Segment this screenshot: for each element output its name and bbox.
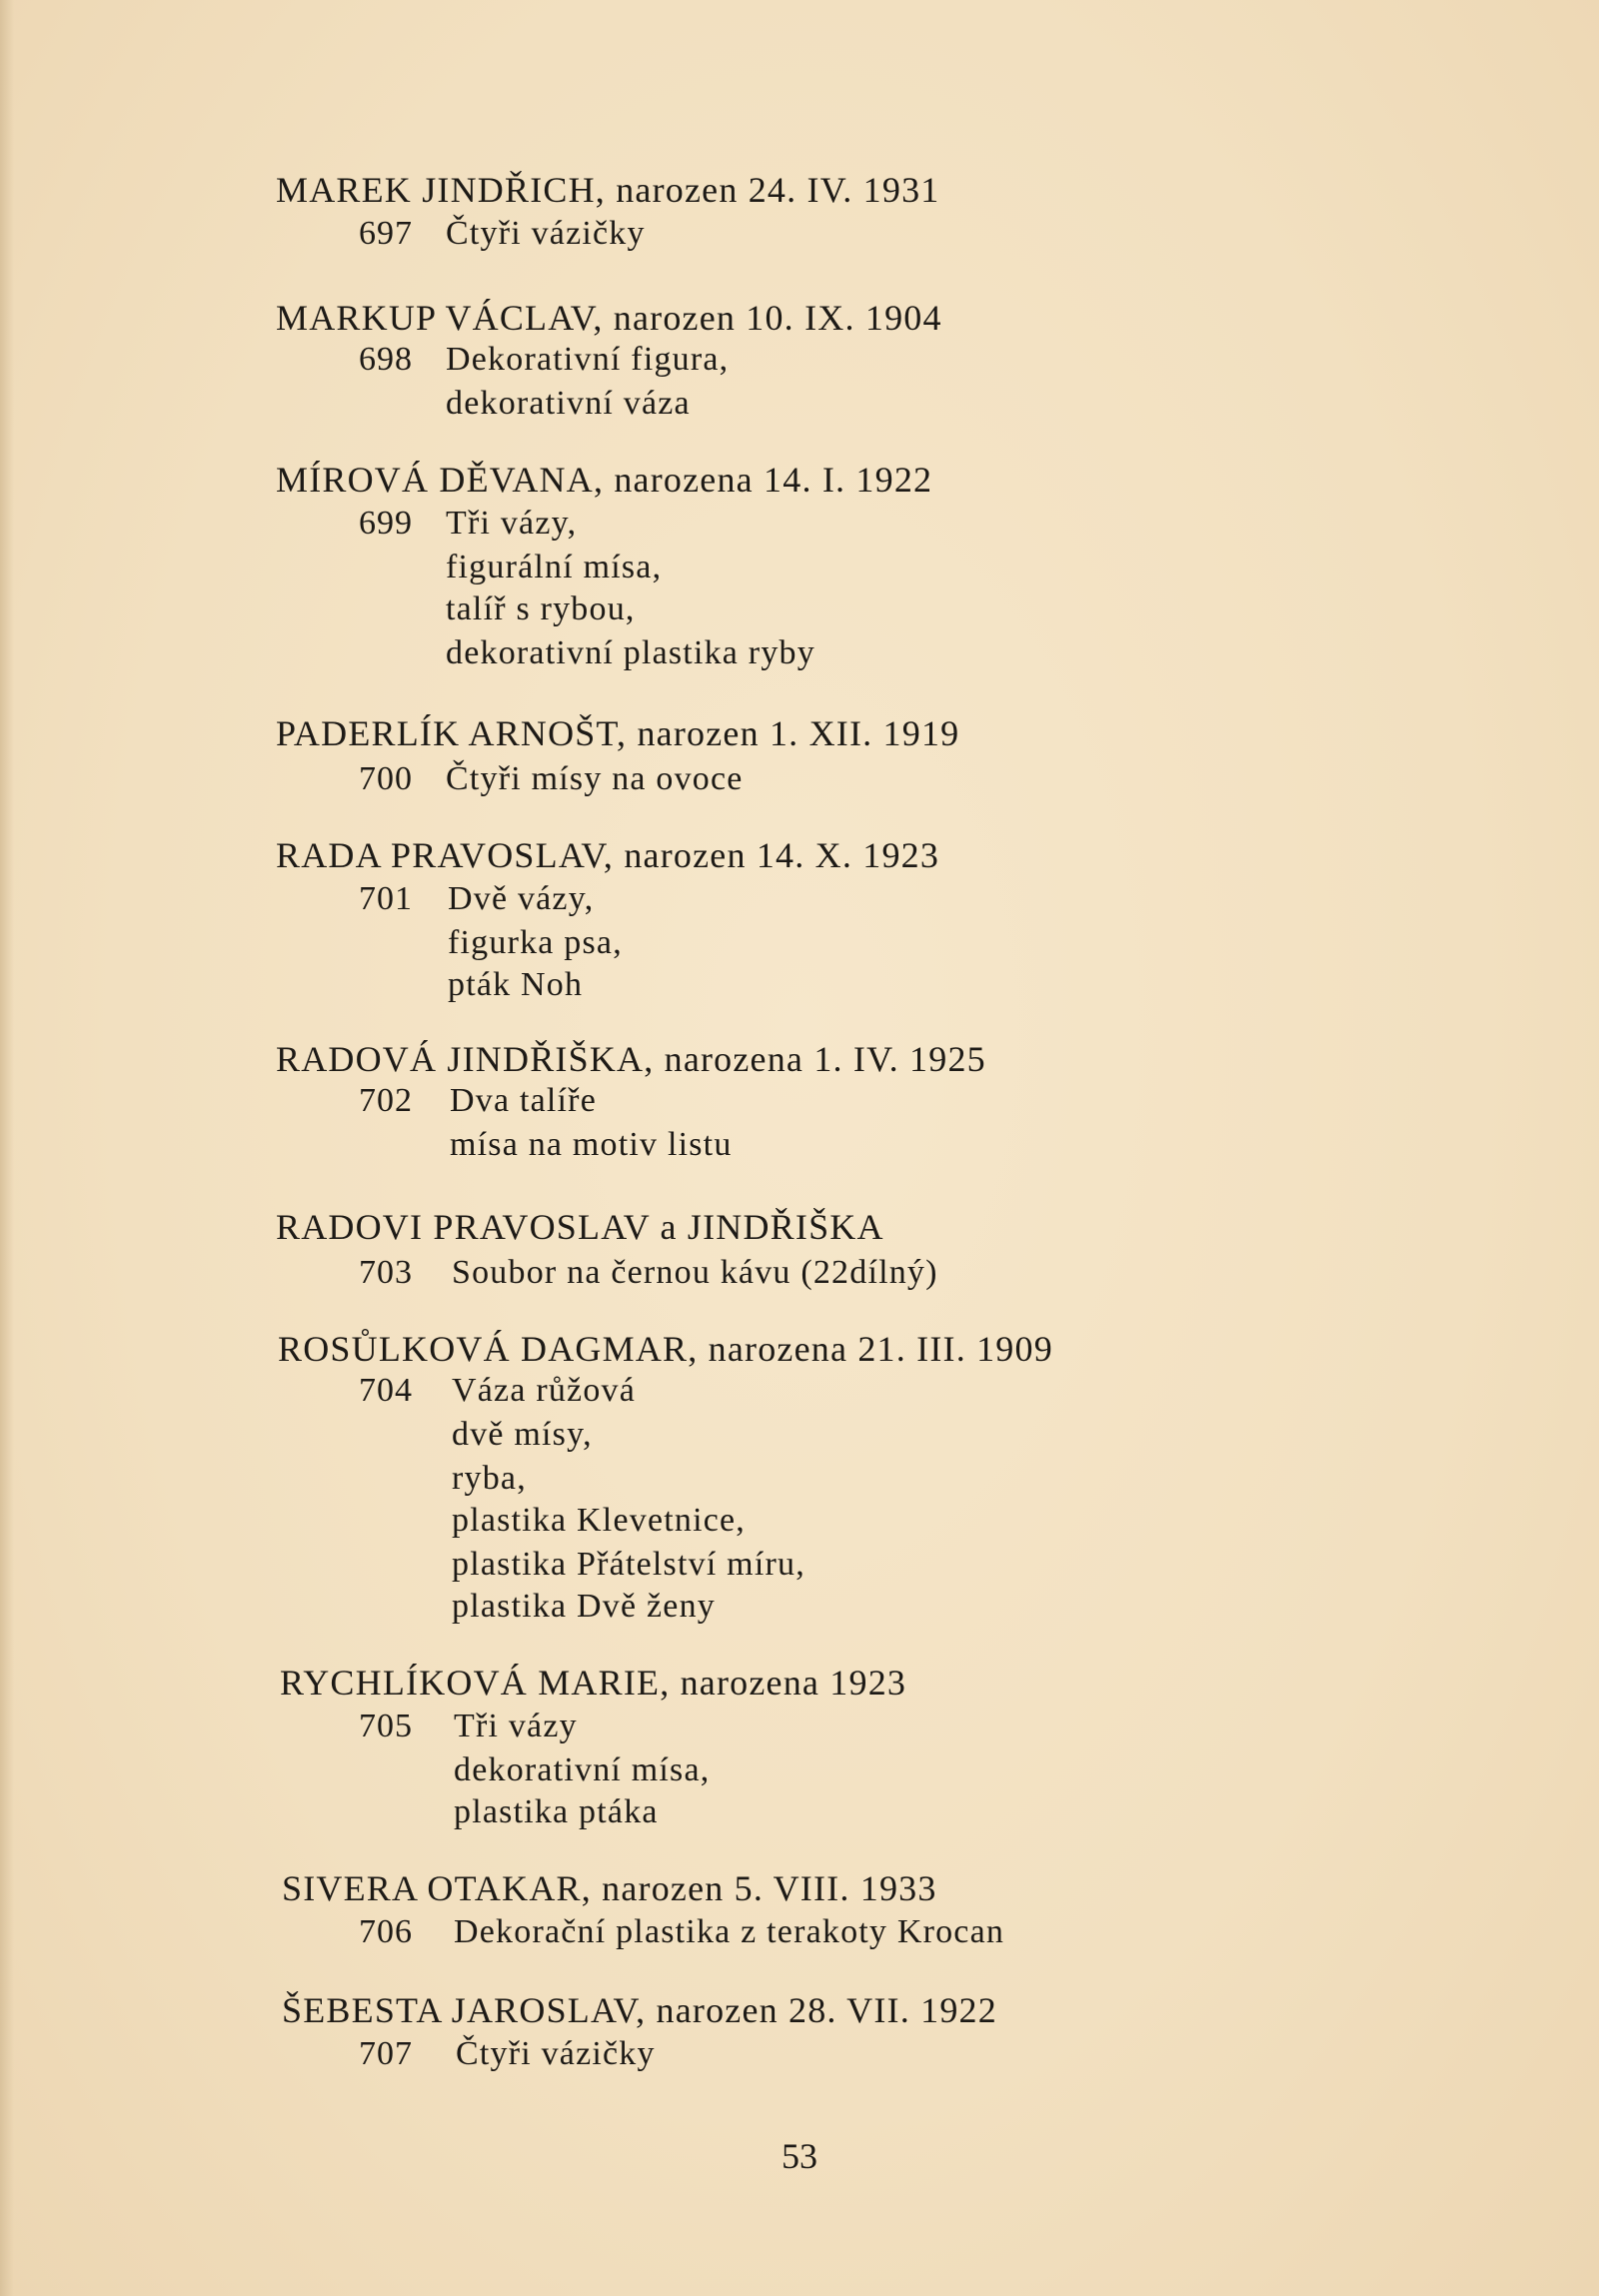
item-line: Dva talíře: [450, 1082, 597, 1119]
item-line: pták Noh: [448, 966, 584, 1003]
artist-header: RADA PRAVOSLAV, narozen 14. X. 1923: [276, 835, 940, 875]
item-number: 706: [359, 1913, 413, 1950]
item-number: 707: [359, 2035, 413, 2072]
item-line: Čtyři vázičky: [446, 215, 646, 252]
item-line: plastika ptáka: [454, 1793, 659, 1830]
artist-header: RYCHLÍKOVÁ MARIE, narozena 1923: [280, 1663, 907, 1703]
item-line: Dvě vázy,: [448, 880, 595, 917]
item-line: Tři vázy,: [446, 505, 578, 542]
item-number: 701: [359, 880, 413, 917]
item-number: 703: [359, 1254, 413, 1291]
item-line: ryba,: [452, 1460, 527, 1497]
artist-header: RADOVÁ JINDŘIŠKA, narozena 1. IV. 1925: [276, 1039, 986, 1079]
item-number: 698: [359, 341, 413, 378]
page-number: 53: [782, 2136, 817, 2176]
item-number: 702: [359, 1082, 413, 1119]
item-line: Soubor na černou kávu (22dílný): [452, 1254, 938, 1291]
artist-header: MÍROVÁ DĚVANA, narozena 14. I. 1922: [276, 460, 933, 500]
item-line: Dekorativní figura,: [446, 341, 730, 378]
item-number: 697: [359, 215, 413, 252]
item-line: plastika Dvě ženy: [452, 1588, 716, 1625]
item-line: dvě mísy,: [452, 1416, 593, 1453]
item-number: 704: [359, 1372, 413, 1409]
item-line: Čtyři mísy na ovoce: [446, 760, 744, 797]
item-line: figurka psa,: [448, 924, 623, 961]
item-number: 705: [359, 1708, 413, 1744]
artist-header: MAREK JINDŘICH, narozen 24. IV. 1931: [276, 170, 940, 210]
item-line: plastika Klevetnice,: [452, 1502, 747, 1539]
item-line: Tři vázy: [454, 1708, 578, 1744]
artist-header: MARKUP VÁCLAV, narozen 10. IX. 1904: [276, 298, 942, 338]
item-line: dekorativní plastika ryby: [446, 634, 815, 671]
item-line: talíř s rybou,: [446, 590, 636, 627]
artist-header: PADERLÍK ARNOŠT, narozen 1. XII. 1919: [276, 713, 960, 753]
item-line: mísa na motiv listu: [450, 1126, 733, 1163]
artist-header: SIVERA OTAKAR, narozen 5. VIII. 1933: [282, 1868, 937, 1908]
page-edge-shadow: [0, 0, 14, 2296]
item-line: Čtyři vázičky: [456, 2035, 656, 2072]
item-line: figurální mísa,: [446, 549, 663, 585]
artist-header: ROSŮLKOVÁ DAGMAR, narozena 21. III. 1909: [278, 1329, 1053, 1369]
item-line: dekorativní váza: [446, 385, 691, 422]
item-number: 700: [359, 760, 413, 797]
item-line: Dekorační plastika z terakoty Krocan: [454, 1913, 1005, 1950]
item-line: plastika Přátelství míru,: [452, 1546, 805, 1583]
item-line: Váza růžová: [452, 1372, 637, 1409]
artist-header: ŠEBESTA JAROSLAV, narozen 28. VII. 1922: [282, 1990, 997, 2030]
item-line: dekorativní mísa,: [454, 1751, 711, 1788]
item-number: 699: [359, 505, 413, 542]
artist-header: RADOVI PRAVOSLAV a JINDŘIŠKA: [276, 1207, 884, 1247]
